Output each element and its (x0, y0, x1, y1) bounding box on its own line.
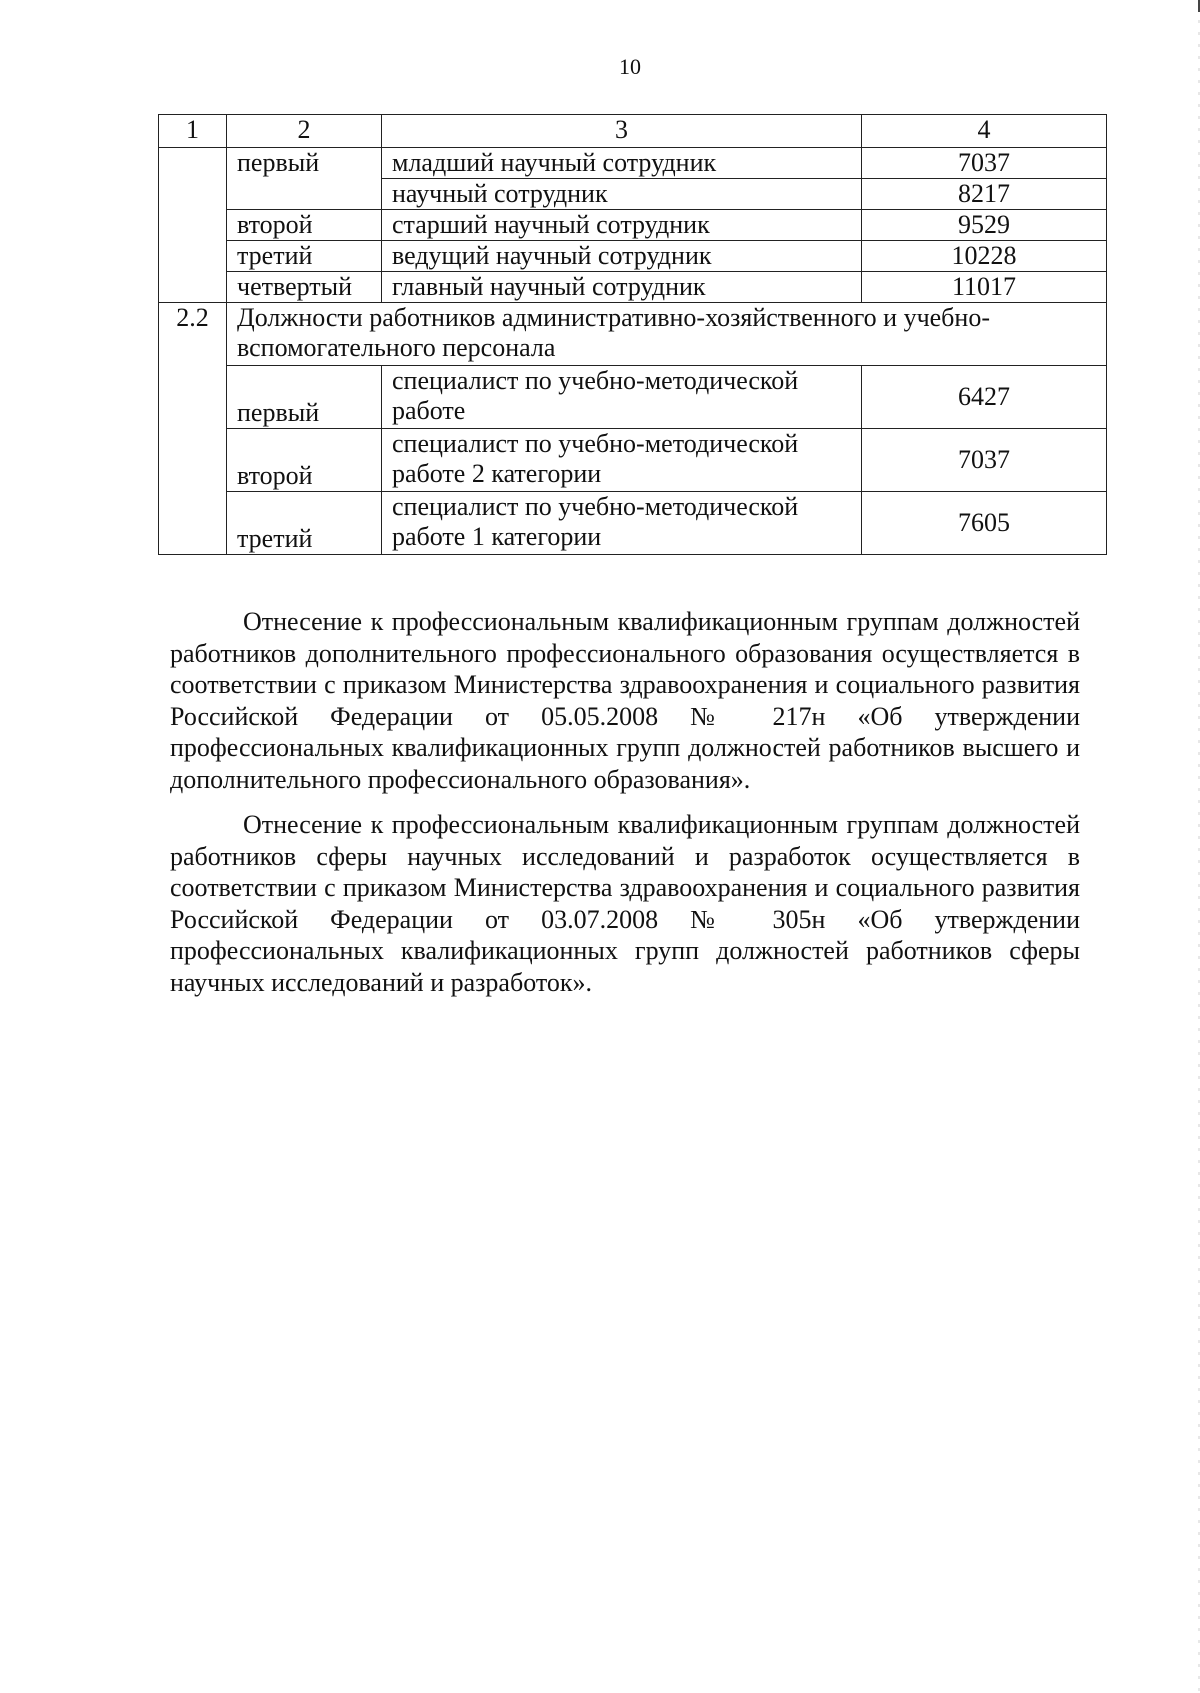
salary-table (158, 114, 1107, 555)
table-row (159, 272, 1107, 303)
paragraph: Отнесение к профессиональным квалификационным группам должностей работников дополнительного профессионального образования осуществляется в соответствии с приказом Министерства здравоохранения и социального развития Российской Федерации от 05.05.2008 № 217н «Об утверждении профессиональных квалификационных групп должностей работников высшего и дополнительного профессионального образования». (170, 607, 1080, 794)
table-cell-position (382, 366, 862, 429)
table-row (159, 210, 1107, 241)
table-cell-level: второй (227, 210, 382, 241)
table-cell-position: научный сотрудник (382, 179, 862, 210)
table-row (159, 366, 1107, 429)
table-cell-value: 11017 (862, 272, 1107, 303)
table-cell-position (382, 429, 862, 492)
table-cell-level: третий (227, 241, 382, 272)
table-cell-empty (159, 366, 227, 555)
table-cell-value: 7605 (862, 492, 1107, 555)
table-cell-position: главный научный сотрудник (382, 272, 862, 303)
table-cell-level: третий (227, 492, 382, 555)
header-col-2: 2 (227, 115, 382, 148)
table-row (159, 241, 1107, 272)
table-cell-level: первый (227, 366, 382, 429)
position-line: специалист по учебно-методической (392, 492, 799, 521)
table-cell-value: 7037 (862, 429, 1107, 492)
table-section-row (159, 303, 1107, 366)
table-cell-level: первый (227, 148, 382, 210)
table-header-row (159, 115, 1107, 148)
table-row (159, 148, 1107, 179)
table-cell-position: старший научный сотрудник (382, 210, 862, 241)
position-line: специалист по учебно-методической (392, 366, 799, 395)
section-title: Должности работников административно-хозяйственного и учебно-вспомогательного персонала (227, 303, 1107, 366)
scan-edge-mark (1194, 0, 1200, 1693)
table-cell-level: четвертый (227, 272, 382, 303)
table-row (159, 492, 1107, 555)
table-cell-position: ведущий научный сотрудник (382, 241, 862, 272)
table-cell-level: второй (227, 429, 382, 492)
position-line: работе (392, 396, 466, 425)
page-number: 10 (619, 54, 641, 79)
position-line: работе 1 категории (392, 522, 602, 551)
position-line: работе 2 категории (392, 459, 602, 488)
table-cell-position: младший научный сотрудник (382, 148, 862, 179)
table-cell-value: 10228 (862, 241, 1107, 272)
table-cell-position (382, 492, 862, 555)
header-col-4: 4 (862, 115, 1107, 148)
table-row (159, 429, 1107, 492)
table-cell-empty (159, 148, 227, 303)
table-cell-value: 7037 (862, 148, 1107, 179)
table-cell-value: 8217 (862, 179, 1107, 210)
table-cell-value: 6427 (862, 366, 1107, 429)
table-cell-value: 9529 (862, 210, 1107, 241)
header-col-3: 3 (382, 115, 862, 148)
section-number: 2.2 (159, 303, 227, 366)
position-line: специалист по учебно-методической (392, 429, 799, 458)
paragraph: Отнесение к профессиональным квалификационным группам должностей работников сферы научных исследований и разработок осуществляется в соответствии с приказом Министерства здравоохранения и социального развития Российской Федерации от 03.07.2008 № 305н «Об утверждении профессиональных квалификационных групп должностей работников сферы научных исследований и разработок». (170, 810, 1080, 997)
header-col-1: 1 (159, 115, 227, 148)
